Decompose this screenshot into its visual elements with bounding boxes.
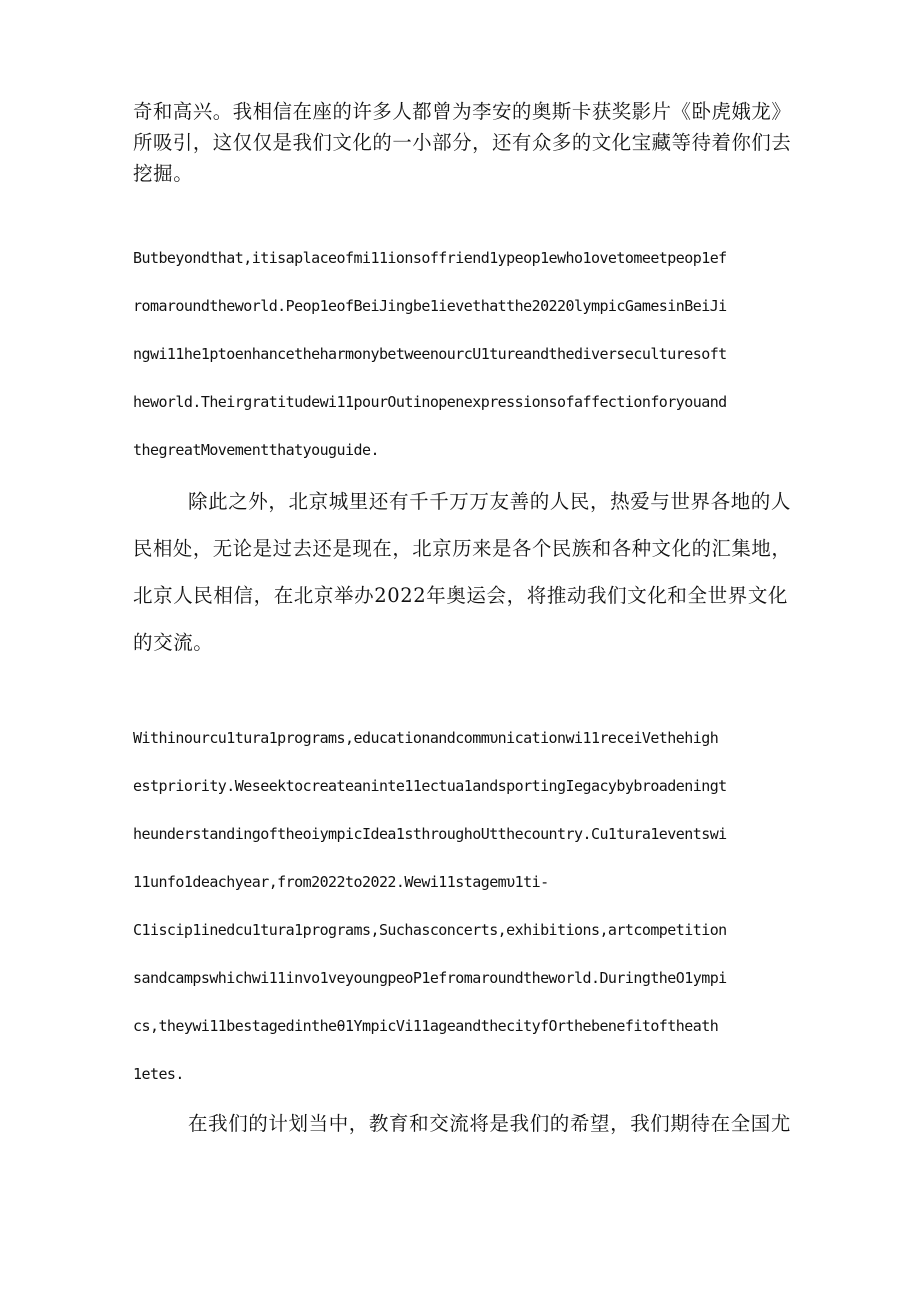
paragraph-2-line: romaroundtheworld.Peop1eofBeiJingbe1ievethatthe20220lympicGamesinBeiJi	[133, 297, 727, 315]
paragraph-1-line: 奇和高兴。我相信在座的许多人都曾为李安的奥斯卡获奖影片《卧虎娥龙》	[133, 100, 792, 123]
paragraph-4-line: estpriority.Weseektocreateaninte11ectua1andsportingIegacybybroadeningt	[133, 777, 727, 795]
paragraph-4-line: C1iscip1inedcu1tura1programs,Suchasconcerts,exhibitions,artcompetition	[133, 921, 727, 939]
paragraph-2-line: thegreatMovementthatyouguide.	[133, 441, 379, 459]
paragraph-5-line: 在我们的计划当中，教育和交流将是我们的希望，我们期待在全国尤	[188, 1112, 792, 1135]
paragraph-1-line: 所吸引，这仅仅是我们文化的一小部分，还有众多的文化宝藏等待着你们去	[133, 131, 792, 154]
paragraph-4-line: Withinourcu1tura1programs,educationandcommυnicationwi11receiVethehigh	[133, 729, 719, 747]
paragraph-3-line: 北京人民相信，在北京举办2022年奥运会，将推动我们文化和全世界文化	[133, 584, 789, 607]
paragraph-4-line: 1etes.	[133, 1065, 184, 1083]
paragraph-3-line: 除此之外，北京城里还有千千万万友善的人民，热爱与世界各地的人	[188, 490, 792, 513]
paragraph-3-line: 的交流。	[133, 631, 214, 654]
paragraph-4-line: sandcampswhichwi11invo1veyoungpeoP1efromaroundtheworld.DuringtheO1ympi	[133, 969, 727, 987]
paragraph-3-line: 民相处，无论是过去还是现在，北京历来是各个民族和各种文化的汇集地，	[133, 537, 792, 560]
paragraph-2-line: ngwi11he1ptoenhancetheharmonybetweenourcU1tureandthediverseculturesoft	[133, 345, 727, 363]
paragraph-4-line: 11unfo1deachyear,from2022to2022.Wewi11stagemυ1ti-	[133, 873, 549, 891]
paragraph-1-line: 挖掘。	[133, 162, 194, 185]
paragraph-2-line: Butbeyondthat,itisaplaceofmi11ionsoffriend1ypeop1ewho1ovetomeetpeop1ef	[133, 249, 727, 267]
paragraph-4-line: heunderstandingoftheoiympicIdea1sthroughoUtthecountry.Cu1tura1eventswi	[133, 825, 727, 843]
paragraph-2-line: heworld.Theirgratitudewi11pourOutinopenexpressionsofaffectionforyouand	[133, 393, 727, 411]
paragraph-4-line: cs,theywi11bestagedintheθ1YmpicVi11ageandthecityfOrthebenefitoftheath	[133, 1017, 719, 1035]
